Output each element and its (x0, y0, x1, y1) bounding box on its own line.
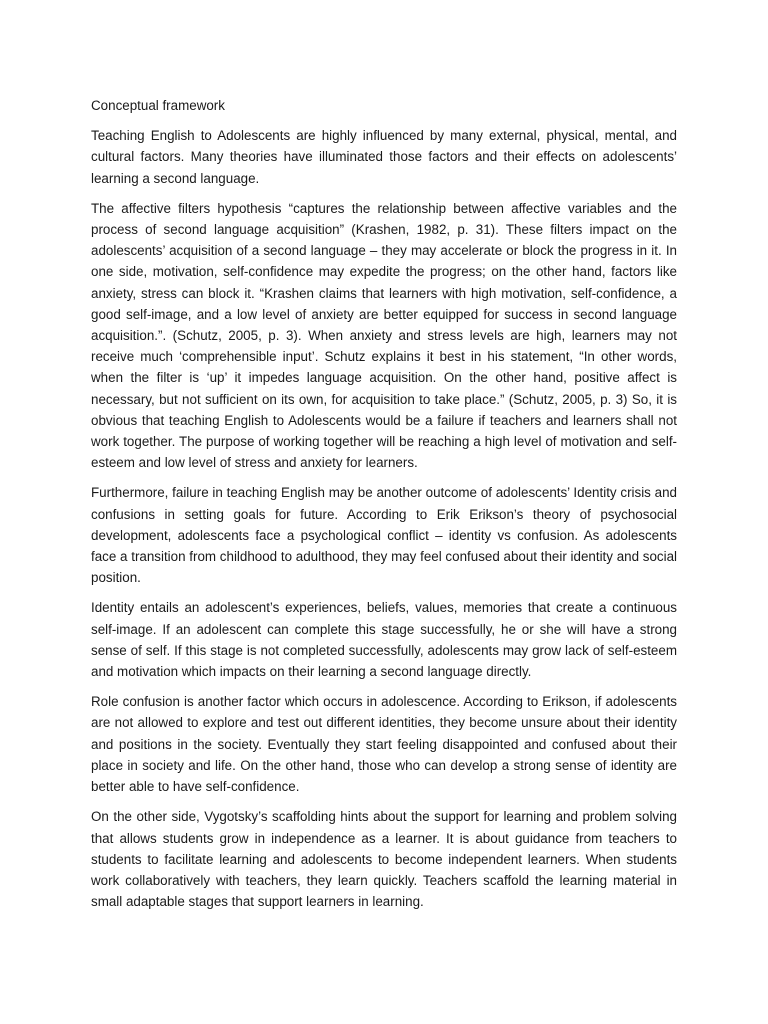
document-page (91, 95, 677, 921)
paragraph-affective-filter: The affective filters hypothesis “captures the relationship between affective variables and the process of second language acquisition” (Krashen, 1982, p. 31). These filters impact on the adolescents’ acquisition of a second language – they may accelerate or block the progress in it. In one side, motivation, self-confidence may expedite the progress; on the other hand, factors like anxiety, stress can block it. “Krashen claims that learners with high motivation, self-confidence, a good self-image, and a low level of anxiety are better equipped for success in second language acquisition.”. (Schutz, 2005, p. 3). When anxiety and stress levels are high, learners may not receive much ‘comprehensible input’. Schutz explains it best in his statement, “In other words, when the filter is ‘up’ it impedes language acquisition. On the other hand, positive affect is necessary, but not sufficient on its own, for acquisition to take place.” (Schutz, 2005, p. 3) So, it is obvious that teaching English to Adolescents would be a failure if teachers and learners shall not work together. The purpose of working together will be reaching a high level of motivation and self-esteem and low level of stress and anxiety for learners. (91, 200, 677, 471)
paragraph-identity-crisis: Furthermore, failure in teaching English may be another outcome of adolescents’ Identity crisis and confusions in setting goals for future. According to Erik Erikson’s theory of psychosocial development, adolescents face a psychological conflict – identity vs confusion. As adolescents face a transition from childhood to adulthood, they may feel confused about their identity and social position. (91, 485, 677, 586)
paragraph-identity: Identity entails an adolescent’s experiences, beliefs, values, memories that create a continuous self-image. If an adolescent can complete this stage successfully, he or she will have a strong sense of self. If this stage is not completed successfully, adolescents may grow lack of self-esteem and motivation which impacts on their learning a second language directly. (91, 600, 677, 680)
paragraph-intro: Teaching English to Adolescents are highly influenced by many external, physical, mental, and cultural factors. Many theories have illuminated those factors and their effects on adolescents’ learning a second language. (91, 128, 677, 186)
section-title: Conceptual framework (91, 98, 225, 113)
paragraph-role-confusion: Role confusion is another factor which occurs in adolescence. According to Erikson, if adolescents are not allowed to explore and test out different identities, they become unsure about their identity and positions in the society. Eventually they start feeling disappointed and confused about their place in society and life. On the other hand, those who can develop a strong sense of identity are better able to have self-confidence. (91, 694, 677, 795)
paragraph-scaffolding: On the other side, Vygotsky’s scaffolding hints about the support for learning and problem solving that allows students grow in independence as a learner. It is about guidance from teachers to students to facilitate learning and adolescents to become independent learners. When students work collaboratively with teachers, they learn quickly. Teachers scaffold the learning material in small adaptable stages that support learners in learning. (91, 809, 677, 910)
